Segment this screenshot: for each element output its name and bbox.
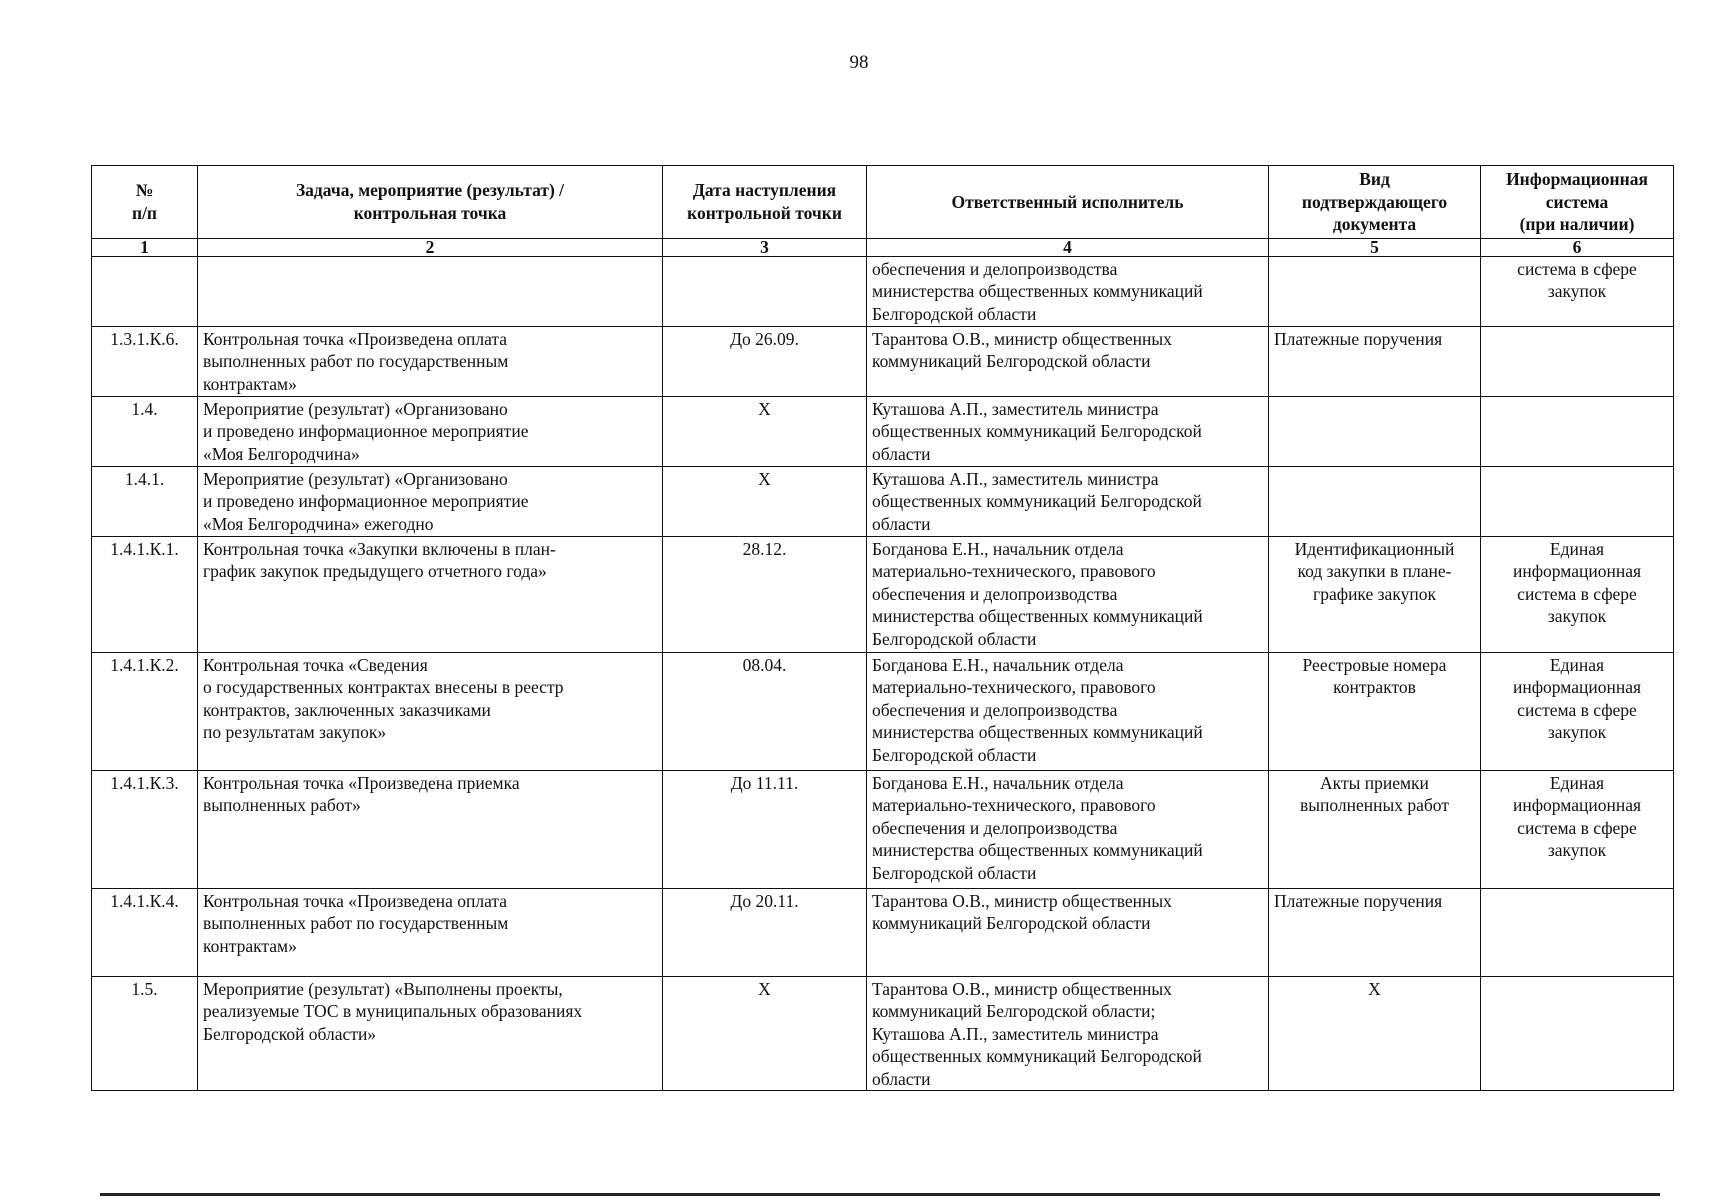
cell-date (663, 256, 867, 326)
cell-date: 28.12. (663, 536, 867, 652)
cell-system: Единая информационная система в сфере закупок (1481, 536, 1674, 652)
cell-number: 1.4.1. (92, 466, 198, 536)
column-number: 2 (198, 238, 663, 256)
cell-system (1481, 396, 1674, 466)
header-executor: Ответственный исполнитель (867, 166, 1269, 239)
cell-executor: Куташова А.П., заместитель министра общественных коммуникаций Белгородской области (867, 396, 1269, 466)
cell-document (1269, 466, 1481, 536)
table-header-row (92, 166, 1674, 239)
cell-date: Х (663, 466, 867, 536)
cell-task: Контрольная точка «Произведена оплата выполненных работ по государственным контрактам» (198, 326, 663, 396)
cell-task: Контрольная точка «Закупки включены в план- график закупок предыдущего отчетного года» (198, 536, 663, 652)
cell-task: Мероприятие (результат) «Организовано и проведено информационное мероприятие «Моя Белгородчина» (198, 396, 663, 466)
header-number: № п/п (92, 166, 198, 239)
cell-number (92, 256, 198, 326)
column-number: 5 (1269, 238, 1481, 256)
cell-document: Х (1269, 976, 1481, 1091)
cell-date: До 20.11. (663, 888, 867, 976)
cell-system (1481, 976, 1674, 1091)
cell-executor: Богданова Е.Н., начальник отдела материально-технического, правового обеспечения и делопроизводства министерства общественных коммуникаций Белгородской области (867, 652, 1269, 770)
table-row (92, 326, 1674, 396)
cell-number: 1.4.1.К.2. (92, 652, 198, 770)
table-row (92, 256, 1674, 326)
cell-number: 1.4.1.К.1. (92, 536, 198, 652)
cell-task: Контрольная точка «Сведения о государственных контрактах внесены в реестр контрактов, заключенных заказчиками по результатам закупок» (198, 652, 663, 770)
cell-task: Мероприятие (результат) «Выполнены проекты, реализуемые ТОС в муниципальных образованиях Белгородской области» (198, 976, 663, 1091)
cell-system (1481, 326, 1674, 396)
table-row (92, 770, 1674, 888)
table-row (92, 466, 1674, 536)
column-number: 3 (663, 238, 867, 256)
cell-executor: Куташова А.П., заместитель министра общественных коммуникаций Белгородской области (867, 466, 1269, 536)
cell-document: Платежные поручения (1269, 326, 1481, 396)
cell-task: Контрольная точка «Произведена оплата выполненных работ по государственным контрактам» (198, 888, 663, 976)
header-document: Вид подтверждающего документа (1269, 166, 1481, 239)
cell-system: Единая информационная система в сфере закупок (1481, 652, 1674, 770)
cell-executor: Тарантова О.В., министр общественных коммуникаций Белгородской области (867, 326, 1269, 396)
cell-executor: Богданова Е.Н., начальник отдела материально-технического, правового обеспечения и делопроизводства министерства общественных коммуникаций Белгородской области (867, 770, 1269, 888)
column-number: 4 (867, 238, 1269, 256)
cell-date: Х (663, 396, 867, 466)
cell-date: 08.04. (663, 652, 867, 770)
cell-number: 1.4.1.К.3. (92, 770, 198, 888)
cell-system: система в сфере закупок (1481, 256, 1674, 326)
cell-executor: обеспечения и делопроизводства министерства общественных коммуникаций Белгородской области (867, 256, 1269, 326)
cell-system: Единая информационная система в сфере закупок (1481, 770, 1674, 888)
cell-number: 1.4. (92, 396, 198, 466)
page-bottom-rule (100, 1193, 1660, 1196)
cell-document: Идентификационный код закупки в плане- графике закупок (1269, 536, 1481, 652)
table-row (92, 652, 1674, 770)
header-date: Дата наступления контрольной точки (663, 166, 867, 239)
cell-task: Мероприятие (результат) «Организовано и проведено информационное мероприятие «Моя Белгородчина» ежегодно (198, 466, 663, 536)
cell-document: Платежные поручения (1269, 888, 1481, 976)
header-task: Задача, мероприятие (результат) / контрольная точка (198, 166, 663, 239)
table-row (92, 396, 1674, 466)
page-number: 98 (849, 52, 869, 73)
cell-document (1269, 396, 1481, 466)
cell-date: До 26.09. (663, 326, 867, 396)
cell-executor: Тарантова О.В., министр общественных коммуникаций Белгородской области (867, 888, 1269, 976)
cell-document: Акты приемки выполненных работ (1269, 770, 1481, 888)
cell-executor: Тарантова О.В., министр общественных коммуникаций Белгородской области; Куташова А.П., заместитель министра общественных коммуникаций Белгородской области (867, 976, 1269, 1091)
cell-task: Контрольная точка «Произведена приемка выполненных работ» (198, 770, 663, 888)
cell-system (1481, 466, 1674, 536)
control-points-table (91, 165, 1674, 1091)
table-row (92, 536, 1674, 652)
cell-document (1269, 256, 1481, 326)
cell-number: 1.3.1.К.6. (92, 326, 198, 396)
column-numbers-row (92, 238, 1674, 256)
cell-system (1481, 888, 1674, 976)
cell-task (198, 256, 663, 326)
table-row (92, 976, 1674, 1091)
column-number: 1 (92, 238, 198, 256)
column-number: 6 (1481, 238, 1674, 256)
cell-number: 1.5. (92, 976, 198, 1091)
cell-date: Х (663, 976, 867, 1091)
table-row (92, 888, 1674, 976)
cell-document: Реестровые номера контрактов (1269, 652, 1481, 770)
header-system: Информационная система (при наличии) (1481, 166, 1674, 239)
cell-number: 1.4.1.К.4. (92, 888, 198, 976)
cell-date: До 11.11. (663, 770, 867, 888)
cell-executor: Богданова Е.Н., начальник отдела материально-технического, правового обеспечения и делопроизводства министерства общественных коммуникаций Белгородской области (867, 536, 1269, 652)
